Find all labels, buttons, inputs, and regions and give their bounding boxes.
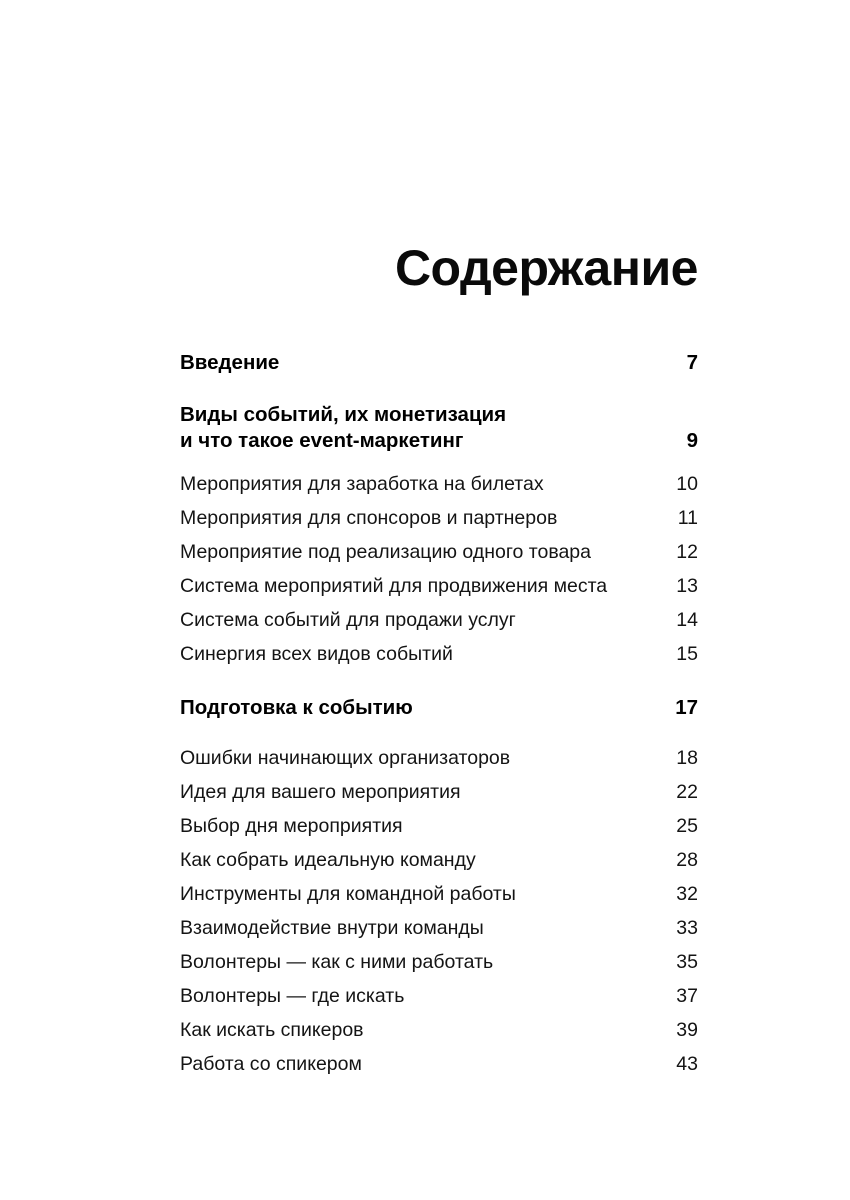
toc-entry-label: Работа со спикером — [180, 1053, 362, 1076]
toc-entry-page-number: 43 — [676, 1053, 698, 1076]
toc-entry-page-number: 33 — [676, 917, 698, 940]
toc-entry[interactable] — [180, 1051, 698, 1085]
toc-entry[interactable] — [180, 693, 698, 727]
toc-entry-page-number: 22 — [676, 781, 698, 804]
toc-entry-page-number: 25 — [676, 815, 698, 838]
toc-entry[interactable] — [180, 505, 698, 539]
toc-entry[interactable] — [180, 745, 698, 779]
toc-entry[interactable] — [180, 983, 698, 1017]
toc-entry[interactable] — [180, 348, 698, 382]
toc-entry-label: Подготовка к событию — [180, 696, 413, 720]
toc-entry[interactable] — [180, 915, 698, 949]
toc-entry-last-line — [180, 429, 698, 453]
toc-entry-label — [180, 400, 698, 429]
toc-entry-label: Выбор дня мероприятия — [180, 815, 403, 838]
toc-entry[interactable] — [180, 471, 698, 505]
toc-entry-page-number: 15 — [676, 643, 698, 666]
toc-entry[interactable] — [180, 881, 698, 915]
toc-entry[interactable] — [180, 400, 698, 453]
toc-entry-page-number: 17 — [675, 696, 698, 720]
page-title: Содержание — [394, 239, 698, 296]
toc-entry-page-number: 28 — [676, 849, 698, 872]
toc-entry-page-number: 35 — [676, 951, 698, 974]
toc-entry[interactable] — [180, 847, 698, 881]
toc-entry-page-number: 11 — [677, 507, 698, 530]
toc-entry-label: Мероприятие под реализацию одного товара — [180, 541, 591, 564]
toc-entry-page-number: 7 — [686, 351, 698, 374]
toc-entry-page-number: 37 — [676, 985, 698, 1008]
toc-entry-label-line2: и что такое event-маркетинг — [180, 429, 464, 453]
toc-entry-label: Волонтеры — где искать — [180, 985, 405, 1008]
toc-entry-page-number: 14 — [676, 609, 698, 632]
toc-entry-label: Волонтеры — как с ними работать — [180, 951, 494, 974]
toc-entry-page-number: 32 — [676, 883, 698, 906]
toc-entry[interactable] — [180, 949, 698, 983]
toc-entry[interactable] — [180, 813, 698, 847]
toc-entry[interactable] — [180, 1017, 698, 1051]
toc-entry-label: Идея для вашего мероприятия — [180, 781, 461, 804]
toc-entry-page-number: 12 — [676, 541, 698, 564]
toc-entry-label: Взаимодействие внутри команды — [180, 917, 484, 940]
toc-entry-label: Как искать спикеров — [180, 1019, 364, 1042]
toc-entry-label-line1: Виды событий, их монетизация — [180, 403, 507, 426]
toc-entry-page-number: 18 — [676, 747, 698, 770]
toc-entry-page-number: 10 — [676, 473, 698, 496]
toc-entry[interactable] — [180, 641, 698, 675]
toc-entry-label: Введение — [180, 351, 280, 374]
toc-entry-label: Система событий для продажи услуг — [180, 609, 516, 632]
toc-entry-page-number: 39 — [676, 1019, 698, 1042]
toc-entry-label: Мероприятия для спонсоров и партнеров — [180, 507, 558, 530]
toc-entry[interactable] — [180, 779, 698, 813]
toc-entry[interactable] — [180, 607, 698, 641]
toc-entry[interactable] — [180, 573, 698, 607]
toc-entry-label: Инструменты для командной работы — [180, 883, 516, 906]
toc-entry-label: Синергия всех видов событий — [180, 643, 453, 666]
toc-entry[interactable] — [180, 539, 698, 573]
toc-entry-label: Ошибки начинающих организаторов — [180, 747, 511, 770]
table-of-contents-list — [180, 348, 698, 1085]
toc-entry-page-number: 9 — [686, 429, 698, 453]
toc-entry-label: Мероприятия для заработка на билетах — [180, 473, 544, 496]
toc-entry-page-number: 13 — [676, 575, 698, 598]
toc-entry-label: Как собрать идеальную команду — [180, 849, 476, 872]
toc-entry-label: Система мероприятий для продвижения места — [180, 575, 608, 598]
